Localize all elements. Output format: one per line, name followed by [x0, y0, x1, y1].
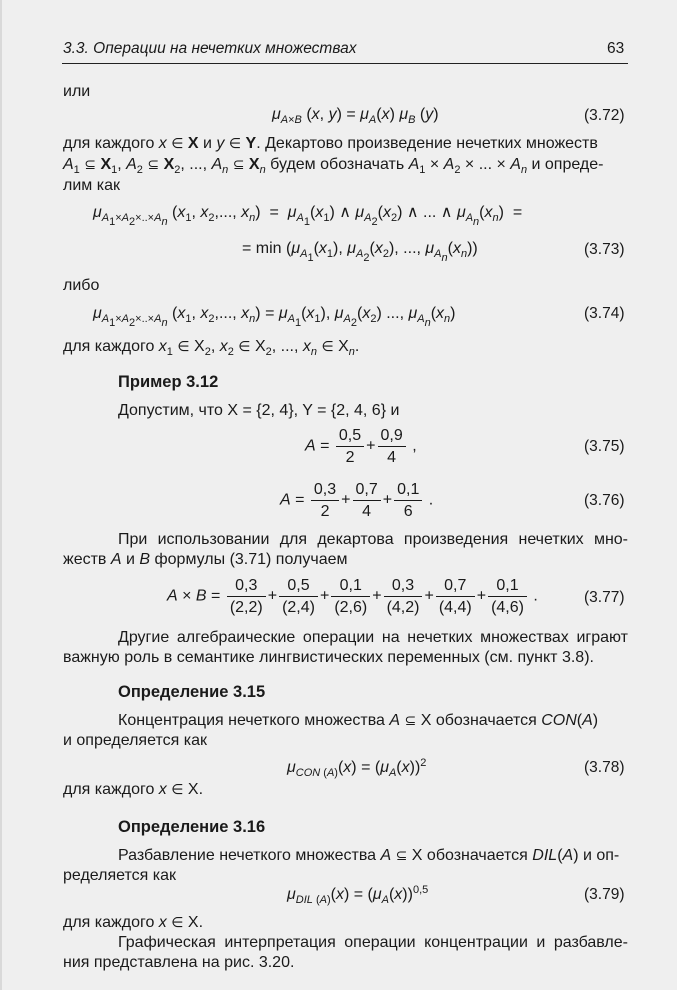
paragraph-cartesian-line3: лим как	[63, 177, 120, 194]
paragraph-graphic-line1: Графическая интерпретация операции концентрации и разбавле-	[118, 934, 628, 951]
equation-number: (3.74)	[584, 305, 625, 322]
equation-number: (3.75)	[584, 438, 625, 455]
equation-number: (3.72)	[584, 107, 625, 124]
definition-3-15-line2: и определяется как	[63, 732, 207, 749]
header-rule	[62, 63, 628, 64]
equation-3-73-line1: $\mu_{A_1\times A_2\times..\times A_n}$ ($x_1$, $x_2$,..., $x_n) = \mu_{A_1}(x_1)$ ∧ $\mu_{A_2}(x_2)$ ∧ ... ∧ $\mu_{A_n}(x_n)$ =	[93, 204, 523, 228]
equation-number: (3.79)	[584, 886, 625, 903]
book-page	[2, 0, 677, 990]
equation-3-79: $\mu_{DIL (A)}(x) = (\mu_A(x))^{0,5}$	[287, 884, 429, 906]
equation-number: (3.73)	[584, 241, 625, 258]
equation-3-72: $\mu_{A\times B}$ (x, $y) = \mu_A(x)$ $\mu_B$ (y)	[272, 106, 439, 126]
example-heading: Пример 3.12	[118, 373, 219, 391]
equation-number: (3.78)	[584, 759, 625, 776]
page-number: 63	[607, 40, 625, 57]
definition-3-16-tail: для каждого x ∈ X.	[63, 914, 204, 931]
paragraph-cartesian-usage-line1: При использовании для декартова произведения нечетких мно-	[118, 531, 628, 548]
equation-3-78: $\mu_{CON (A)}(x) = (\mu_A(x))^2$	[287, 757, 427, 779]
paragraph-cartesian-line1: для каждого x ∈ X и y ∈ Y. Декартово произведение нечетких множеств	[63, 135, 598, 152]
definition-3-15-tail: для каждого x ∈ X.	[63, 781, 204, 798]
example-intro: Допустим, что X = {2, 4}, Y = {2, 4, 6} и	[118, 402, 400, 419]
equation-3-74: $\mu_{A_1\times A_2\times..\times A_n}$ ($x_1$, $x_2$,..., $x_n) = \mu_{A_1}(x_1)$, $\mu_{A_2}(x_2)$ ..., $\mu_{A_n}(x_n)$	[93, 305, 456, 329]
word-libo: либо	[63, 277, 100, 294]
word-ili: или	[63, 83, 91, 100]
equation-3-77: A × B = $\frac{0,3}{(2,2)}$ + $\frac{0,5}{(2,4)}$ + $\frac{0,1}{(2,6)}$ + $\frac{0,3}{(4,2)}$ + $\frac{0,7}{(4,4)}$ + $\frac{0,1}{(4,6)}$ .	[167, 577, 538, 616]
paragraph-for-each-xi: для каждого $x_1$ ∈ $X_2$, $x_2$ ∈ $X_2$, ..., $x_n$ ∈ $X_n$.	[63, 338, 360, 358]
running-header-title: 3.3. Операции на нечетких множествах	[63, 40, 357, 57]
paragraph-cartesian-line2: $A_1$ ⊆ $X_1$, $A_2$ ⊆ $X_2$, ..., $A_n$ ⊆ $X_n$ будем обозначать $A_1 \times A_2$ × ... × $A_n$ и опреде-	[63, 156, 604, 176]
definition-3-15-line1: Концентрация нечеткого множества A ⊆ X обозначается CON(A)	[118, 712, 599, 729]
definition-heading: Определение 3.15	[118, 683, 266, 701]
paragraph-graphic-line2: ния представлена на рис. 3.20.	[63, 954, 295, 971]
equation-3-75: A = $\frac{0,5}{2}$ + $\frac{0,9}{4}$ ,	[305, 427, 417, 466]
equation-3-76: A = $\frac{0,3}{2}$ + $\frac{0,7}{4}$ + $\frac{0,1}{6}$ .	[280, 481, 434, 520]
equation-number: (3.76)	[584, 492, 625, 509]
definition-3-16-line1: Разбавление нечеткого множества A ⊆ X обозначается DIL(A) и оп-	[118, 847, 620, 864]
equation-3-73-line2: = $\min (\mu_{A_1}(x_1)$, $\mu_{A_2}(x_2)$, ..., $\mu_{A_n}(x_n)$)	[242, 240, 478, 264]
paragraph-other-ops-line2: важную роль в семантике лингвистических переменных (см. пункт 3.8).	[63, 649, 594, 666]
paragraph-other-ops-line1: Другие алгебраические операции на нечетких множествах играют	[118, 629, 628, 646]
paragraph-cartesian-usage-line2: жеств A и B формулы (3.71) получаем	[63, 551, 348, 568]
definition-heading: Определение 3.16	[118, 818, 266, 836]
equation-number: (3.77)	[584, 589, 625, 606]
definition-3-16-line2: ределяется как	[63, 867, 177, 884]
